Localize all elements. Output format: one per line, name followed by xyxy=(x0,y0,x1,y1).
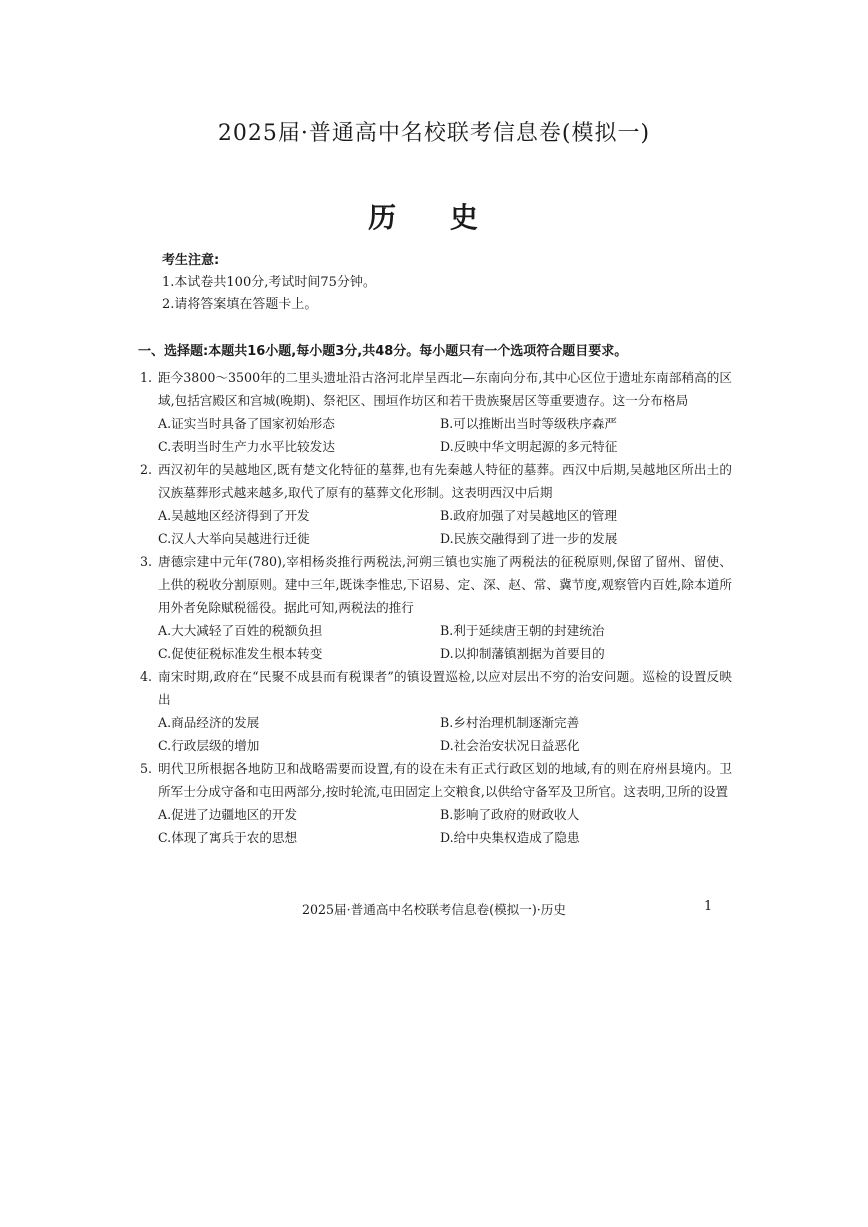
option-b: B.乡村治理机制逐渐完善 xyxy=(440,715,580,730)
option-grid xyxy=(140,504,732,550)
notice-title: 考生注意: xyxy=(162,253,220,268)
question-4 xyxy=(140,665,732,757)
option-b: B.政府加强了对吴越地区的管理 xyxy=(440,508,617,523)
question-number: 5. xyxy=(140,761,153,776)
option-a: A.商品经济的发展 xyxy=(158,715,260,730)
question-stem: 距今3800～3500年的二里头遗址沿古洛河北岸呈西北—东南向分布,其中心区位于遗址东南部稍高的区域,包括宫殿区和宫城(晚期)、祭祀区、围垣作坊区和若干贵族聚居区等重要遗存。这一分布格局 xyxy=(158,370,732,408)
option-b: B.影响了政府的财政收人 xyxy=(440,807,580,822)
page-footer: 2025届·普通高中名校联考信息卷(模拟一)·历史 xyxy=(302,902,566,917)
page-number: 1 xyxy=(704,899,713,914)
option-c: C.汉人大举向吴越进行迁徙 xyxy=(158,531,310,546)
question-stem: 明代卫所根据各地防卫和战略需要而设置,有的设在未有正式行政区划的地域,有的则在府州县境内。卫所军士分成守备和屯田两部分,按时轮流,屯田固定上交粮食,以供给守备军及卫所官。这表明,卫所的设置 xyxy=(158,761,732,799)
option-c: C.体现了寓兵于农的思想 xyxy=(158,830,298,845)
question-3 xyxy=(140,550,732,665)
option-grid xyxy=(140,803,732,849)
notice-item: 2.请将答案填在答题卡上。 xyxy=(162,297,318,312)
question-stem: 西汉初年的吴越地区,既有楚文化特征的墓葬,也有先秦越人特征的墓葬。西汉中后期,吴越地区所出土的汉族墓葬形式越来越多,取代了原有的墓葬文化形制。这表明西汉中后期 xyxy=(158,462,732,500)
option-d: D.反映中华文明起源的多元特征 xyxy=(440,439,618,454)
notice-item: 1.本试卷共100分,考试时间75分钟。 xyxy=(162,275,376,290)
option-d: D.民族交融得到了进一步的发展 xyxy=(440,531,618,546)
exam-title: 2025届·普通高中名校联考信息卷(模拟一) xyxy=(217,121,651,146)
question-stem: 唐德宗建中元年(780),宰相杨炎推行两税法,河朔三镇也实施了两税法的征税原则,保留了留州、留使、上供的税收分割原则。建中三年,既诛李惟忠,下诏易、定、深、赵、常、冀节度,观察管内百姓,除本道所用外者免除赋税徭役。据此可知,两税法的推行 xyxy=(158,554,732,615)
option-a: A.证实当时具备了国家初始形态 xyxy=(158,416,335,431)
question-number: 2. xyxy=(140,462,153,477)
question-2 xyxy=(140,458,732,550)
question-stem: 南宋时期,政府在“民聚不成县而有税课者”的镇设置巡检,以应对层出不穷的治安问题。巡检的设置反映出 xyxy=(158,669,732,707)
option-grid xyxy=(140,711,732,757)
option-d: D.以抑制藩镇割据为首要目的 xyxy=(440,646,605,661)
subject-title: 历 史 xyxy=(368,201,500,234)
question-list xyxy=(140,366,732,849)
candidate-notice xyxy=(162,250,742,316)
option-grid xyxy=(140,412,732,458)
option-a: A.促进了边疆地区的开发 xyxy=(158,807,298,822)
question-number: 1. xyxy=(140,370,153,385)
question-1 xyxy=(140,366,732,458)
option-c: C.行政层级的增加 xyxy=(158,738,260,753)
option-d: D.社会治安状况日益恶化 xyxy=(440,738,580,753)
option-b: B.利于延续唐王朝的封建统治 xyxy=(440,623,605,638)
section-header: 一、选择题:本题共16小题,每小题3分,共48分。每小题只有一个选项符合题目要求。 xyxy=(138,344,628,359)
option-a: A.吴越地区经济得到了开发 xyxy=(158,508,310,523)
question-number: 3. xyxy=(140,554,153,569)
option-c: C.表明当时生产力水平比较发达 xyxy=(158,439,335,454)
question-number: 4. xyxy=(140,669,153,684)
option-d: D.给中央集权造成了隐患 xyxy=(440,830,580,845)
option-a: A.大大减轻了百姓的税额负担 xyxy=(158,623,323,638)
option-grid xyxy=(140,619,732,665)
question-5 xyxy=(140,757,732,849)
option-c: C.促使征税标准发生根本转变 xyxy=(158,646,323,661)
option-b: B.可以推断出当时等级秩序森严 xyxy=(440,416,617,431)
